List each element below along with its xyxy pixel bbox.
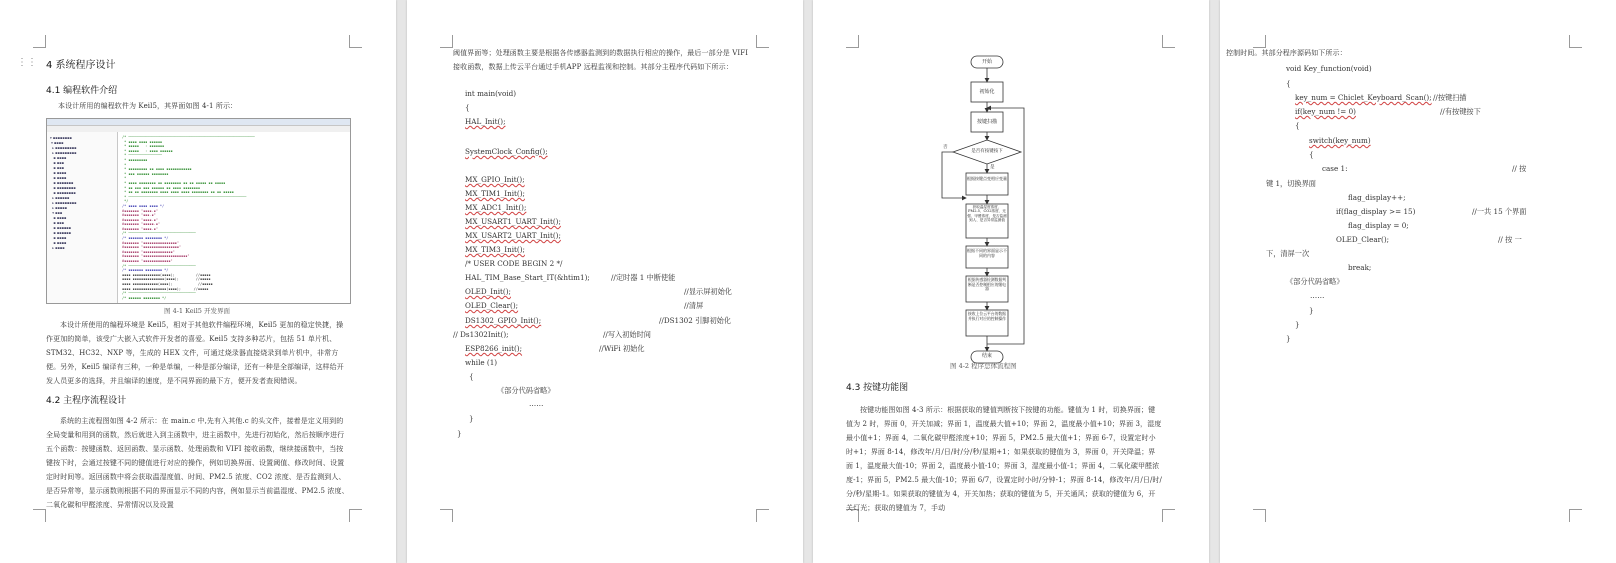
program-flowchart [814,48,1209,378]
code-line: /* USER CODE BEGIN 2 */ [465,259,563,268]
flow-box-4-label: 根据传感器检测数据判断是否控制相应的继电器 [968,277,1006,292]
crop-mark [756,35,769,48]
code-comment: //DS1302 引脚初始化 [659,316,732,325]
chapter-heading: 4 系统程序设计 [46,60,116,71]
flow-start-label: 开始 [981,59,992,65]
code-line: if(key_num != 0) [1295,107,1356,116]
code-line: OLED_Init(); [465,287,511,296]
code-line: …… [529,399,544,408]
code-line: int main(void) [465,89,517,98]
crop-mark [33,509,46,522]
code-comment: // 按 [1512,164,1527,173]
crop-mark [349,509,362,522]
code-comment: //一共 15 个界面 [1472,207,1527,216]
code-line: MX_GPIO_Init(); [465,175,525,184]
crop-mark [1569,509,1582,522]
code-line: HAL_TIM_Base_Start_IT(&htim1); [465,273,590,282]
code-line: …… [1310,291,1325,300]
paragraph: 控制时间。其部分程序源码如下所示： [1226,49,1347,57]
code-line: switch(key_num) [1309,136,1371,145]
code-line: } [1309,306,1314,315]
code-line: } [457,429,462,438]
flow-end-label: 结束 [981,353,992,359]
crop-mark [846,35,859,48]
code-comment: //按键扫描 [1433,93,1467,102]
paragraph: 阈值界面等；处理函数主要是根据各传感器监测到的数据执行相应的操作，最后一部分是 VIFI 接收函数，数据上传云平台通过手机APP 远程监视和控制。其部分主程序代码如下所示： [453,49,749,71]
code-line: MX_ADC1_Init(); [465,203,527,212]
code-line: while (1) [465,358,498,367]
figure-caption: 图 4-1 Keil5 开发界面 [164,307,230,315]
document-page-2 [407,0,803,563]
code-line: MX_USART2_UART_Init(); [465,231,561,240]
flow-yes-label: 是 [990,165,995,170]
code-line: MX_USART1_UART_Init(); [465,217,561,226]
code-comment: //WiFi 初始化 [599,344,645,353]
code-line: SystemClock_Config(); [465,147,548,156]
code-line: MX_TIM1_Init(); [465,189,525,198]
code-line: // Ds1302Init(); [453,330,509,339]
section-heading: 4.1 编程软件介绍 [46,86,118,96]
code-line: HAL_Init(); [465,117,506,126]
flow-box-3-label: 根据不同的界面显示不同的内容 [967,248,1007,258]
section-heading: 4.2 主程序流程设计 [46,396,127,406]
code-comment: 键 1，切换界面 [1266,179,1316,188]
section-heading: 4.3 按键功能图 [846,383,909,393]
code-line: break; [1348,263,1372,272]
document-page-4 [1220,0,1616,563]
flow-no-label: 否 [943,145,948,150]
code-comment: //定时器 1 中断使能 [611,273,676,282]
code-line: } [1286,334,1291,343]
flow-decision-label: 是否有按键按下 [971,149,1003,154]
crop-mark [1162,35,1175,48]
paragraph: 按键功能图如图 4-3 所示：根据获取的键值判断按下按键的功能。键值为 1 时，切换界面；键值为 2 时，界面 0，开关加减；界面 1，温度最大值+10；界面 2，温度最小值+10；界面 3，湿度最小值+1；界面 4，二氧化碳甲醛浓度+10；界面 5，PM2.5 最大值+1；界面 6-7，设置定时小时+1；界面 8-14，修改年/月/日/时/分/秒/星期+1；如果获取的键值为 3，界面 0，开关降温；界面 1，温度最大值-10；界面 2，温度最小值-10；界面 3，湿度最小值-1；界面 4，二氧化碳甲醛浓度-1；界面 5，PM2.5 最大值-10；界面 6/7，设置定时小时/分钟-1；界面 8-14，修改年/月/日/时/分/秒/星期-1。如果获取的键值为 4，开关加热；获取的键值为 5，开关通风；获取的键值为 6，开关灯光；获取的键值为 7，手动 [846,406,1162,512]
code-comment: //清屏 [684,301,704,310]
crop-mark [440,509,453,522]
code-editor-area: /* ──────────────────────────────────────────────────────────── * ▪▪▪▪ ▪▪▪▪ ▪▪▪▪▪▪ * ▪▪▪▪▪ : ▪▪▪▪▪▪▪ * ▪▪▪▪▪ : ▪▪▪▪ ▪▪▪▪▪▪ * ──────────────── * ▪▪▪▪▪▪▪▪▪ * * ▪▪▪▪▪▪▪▪▪ ▪▪ ▪▪▪▪ ▪▪▪▪▪▪▪▪▪▪▪▪ * ▪▪▪ ▪▪▪▪▪▪ ▪▪▪▪▪▪▪▪ * * ▪▪▪▪ ▪▪▪▪▪▪▪▪ ▪▪ ▪▪▪▪▪▪▪▪ ▪▪ ▪▪ ▪▪▪▪▪ ▪▪ ▪▪▪▪▪ * ▪▪ ▪▪▪ ▪▪▪ ▪▪▪▪▪▪ ▪▪ ▪▪▪▪ ▪▪▪▪▪▪▪▪ * ▪▪ ▪▪ ▪▪▪▪▪▪▪▪ ▪▪▪▪ ▪▪▪▪ ▪▪▪▪ ▪▪▪▪▪▪▪▪ ▪▪ ▪▪ ▪▪▪▪▪ * ──────────────────────────────────────────────────────── */ /* ▪▪▪▪ ▪▪▪▪ ▪▪▪▪ */ #▪▪▪▪▪▪▪ "▪▪▪▪.▪" #▪▪▪▪▪▪▪ "▪▪▪.▪" #▪▪▪▪▪▪▪ "▪▪▪▪.▪" #▪▪▪▪▪▪▪ "▪▪▪▪▪.▪" #▪▪▪▪▪▪▪ "▪▪▪▪.▪" /* ──────────────────────────────── /* ▪▪▪▪▪▪▪ ▪▪▪▪▪▪▪▪ */ #▪▪▪▪▪▪▪ "▪▪▪▪▪▪▪▪▪▪▪▪▪▪▪▪" #▪▪▪▪▪▪▪ "▪▪▪▪▪▪▪▪▪▪▪▪▪▪▪▪▪" #▪▪▪▪▪▪▪ "▪▪▪▪▪▪▪▪▪▪▪▪▪▪" #▪▪▪▪▪▪▪ "▪▪▪▪▪▪▪▪▪▪▪▪▪▪▪▪▪▪▪▪▪" #▪▪▪▪▪▪▪ "▪▪▪▪▪▪▪▪▪▪▪▪▪" /* ──────────────────────────────── /* ▪▪▪▪▪▪▪ ▪▪▪▪▪▪▪▪ */ ▪▪▪▪ ▪▪▪▪▪▪▪▪▪▪▪▪▪(▪▪▪▪); //▪▪▪▪▪ ▪▪▪▪ ▪▪▪▪▪▪▪▪▪▪▪▪▪▪▪(▪▪▪▪); //▪▪▪▪▪ ▪▪▪▪ ▪▪▪▪▪▪▪▪▪▪▪▪(▪▪▪▪); //▪▪▪▪▪ ▪▪▪▪ ▪▪▪▪▪▪▪▪▪▪▪▪▪▪▪▪(▪▪▪▪); //▪▪▪▪▪ /* ──────────────────────────────── /* ▪▪▪▪▪▪ ▪▪▪▪▪▪▪▪ */ [118,132,350,303]
code-line: if(flag_display >= 15) [1336,207,1416,216]
code-line: DS1302_GPIO_Init(); [465,316,542,325]
code-line: } [469,414,474,423]
code-line: MX_TIM3_Init(); [465,245,525,254]
crop-mark [1253,509,1266,522]
code-line: key_num = Chiclet_Keyboard_Scan(); [1295,93,1432,102]
flow-scan-label: 按键扫描 [976,119,997,125]
code-comment: // 按 一 [1498,235,1522,244]
crop-mark [1569,35,1582,48]
code-comment: 下，清屏一次 [1266,249,1310,258]
code-comment: //有按键按下 [1440,107,1481,116]
project-tree: ▾ ▪▪▪▪▪▪▪▪ ▾ ▪▪▪▪ ▸ ▪▪▪▪▪▪▪▪▪ ▸ ▪▪▪▪▪▪▪▪▪ ▪ ▪▪▪▪ ▪ ▪▪▪ ▪ ▪▪▪ ▪ ▪▪▪▪ ▪ ▪▪▪▪ ▪ ▪▪▪▪▪▪▪ ▪ ▪▪▪▪▪▪▪▪ ▪ ▪▪▪▪▪▪▪▪ ▸ ▪▪▪▪▪▪ ▸ ▪▪▪▪▪▪▪▪▪ ▸ ▪▪▪▪▪ ▾ ▪▪▪ ▪ ▪▪▪▪ ▪ ▪▪▪ ▪ ▪▪▪▪▪▪ ▪ ▪▪▪▪▪▪ ▪ ▪▪▪▪ ▪ ▪▪▪▪ ▸ ▪▪▪▪ [47,132,118,303]
code-line: OLED_Clear(); [465,301,519,310]
crop-mark [349,35,362,48]
document-page-1 [0,0,396,563]
code-line: { [1309,150,1314,159]
code-line: 《部分代码省略》 [1286,277,1344,286]
code-comment: //写入初始时间 [603,330,651,339]
flow-box-2-label: 获取温湿度浓度、PM2.5、CO2浓度、光强、甲醛浓度、是否监测到人、是否异常监测值 [967,205,1007,223]
flow-box-5-label: 接收上位云平台的数据并执行对应的控制操作 [968,311,1006,321]
crop-mark [33,35,46,48]
code-line: OLED_Clear(); [1336,235,1390,244]
keil-ide-screenshot [46,118,351,304]
crop-mark [756,509,769,522]
code-line: flag_display = 0; [1348,221,1409,230]
code-line: void Key_function(void) [1286,64,1372,73]
drag-handle-icon[interactable]: ⋮⋮ [17,57,37,68]
code-line: { [469,372,474,381]
code-line: { [465,103,470,112]
crop-mark [1162,509,1175,522]
code-line: ESP8266_init(); [465,344,523,353]
flow-init-label: 初始化 [979,89,995,95]
code-line: { [1295,121,1300,130]
paragraph: 本设计所用的编程软件为 Keil5，其界面如图 4-1 所示： [58,102,238,110]
crop-mark [440,35,453,48]
code-line: 《部分代码省略》 [497,386,555,395]
document-page-3 [813,0,1209,563]
code-line: { [1286,79,1291,88]
flow-box-1-label: 根据按键点变相应变量 [967,176,1007,181]
paragraph: 本设计所使用的编程环境是 Keil5，相对于其他软件编程环境，Keil5 更加的稳定快捷，操作更加的简单，该受广大嵌入式软件开发者的喜爱。Keil5 支持多种芯片，包括 51 单片机、STM32、HC32、NXP 等，生成的 HEX 文件，可通过烧录器直接烧录到单片机中，非常方便。另外，Keil5 编译有三种，一种是单编，一种是部分编译，还有一种是全部编译，这样给开发人员更多的选择，并且编译的速度，是不同界面的最下方，便开发者查阅错误。 [46,321,344,385]
paragraph: 系统的主流程图如图 4-2 所示：在 main.c 中,先有入其他.c 的头文件，接着是定义用到的全局变量和用到的函数，然后就进入到主函数中，进主函数中，先进行初始化，然后按顺序进行五个函数：按键函数、返回函数、显示函数、处理函数和 VIFI 接收函数，继续接函数中，当按键按下时，会通过按键不同的键值进行对应的操作，例如切换界面、设置阈值、修改时间、设置定时时间等。返回函数中将会获取温湿度值、时间、PM2.5 浓度、CO2 浓度、是否监测到人、是否异常等，显示函数则根据不同的界面显示不同的内容，例如显示当前温湿度、PM2.5 浓度、二氧化碳和甲醛浓度、异常情况以及设置 [46,417,349,509]
code-line: case 1: [1322,164,1348,173]
code-line: } [1295,320,1300,329]
code-line: flag_display++; [1348,193,1406,202]
figure-caption: 图 4-2 程序总体流程图 [950,362,1017,370]
code-comment: //显示屏初始化 [684,287,732,296]
